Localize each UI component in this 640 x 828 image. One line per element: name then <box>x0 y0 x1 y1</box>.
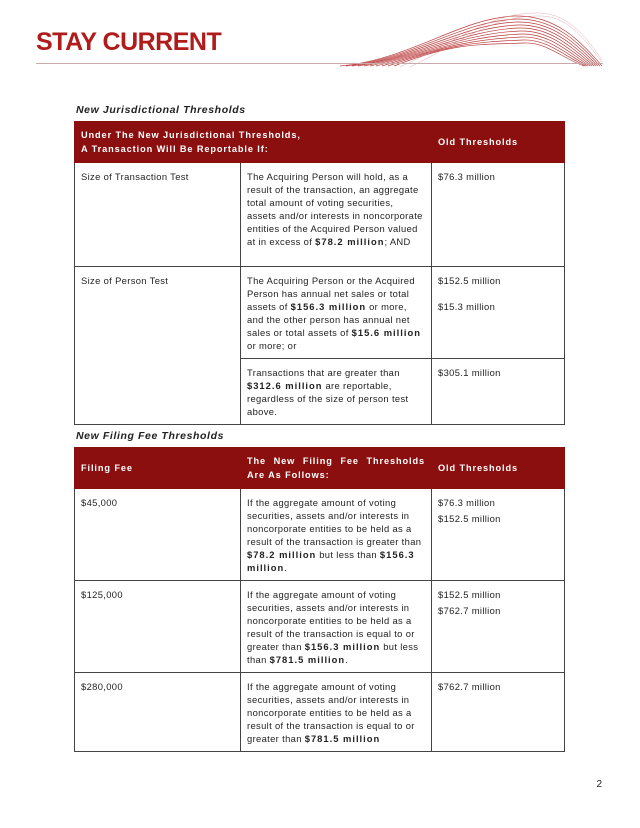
section-title-jurisdictional: New Jurisdictional Thresholds <box>76 104 246 116</box>
table-row <box>75 163 565 267</box>
test-name-cell: Size of Person Test <box>75 267 241 359</box>
description-text: If the aggregate amount of voting securities, assets and/or interests in noncorporate entities to be held as a result of the transaction is equal to or greater than <box>247 589 415 652</box>
description-cell <box>241 673 432 752</box>
description-cell <box>241 163 432 267</box>
header-cell-new-thresholds <box>75 122 432 163</box>
table-row <box>75 581 565 673</box>
table-row <box>75 359 565 425</box>
header-cell-old-thresholds: Old Thresholds <box>432 448 565 489</box>
threshold-amount: $156.3 million <box>290 301 367 312</box>
description-cell <box>241 489 432 581</box>
brand-title: STAY CURRENT <box>36 28 222 56</box>
threshold-amount: $781.5 million <box>269 654 346 665</box>
old-threshold-value: $152.5 million <box>438 275 501 286</box>
description-text: are reportable, regardless of the size of person test above. <box>247 380 409 417</box>
header-cell-filing-fee: Filing Fee <box>75 448 241 489</box>
description-text: If the aggregate amount of voting securities, assets and/or interests in noncorporate entities to be held as a result of the transaction is equal to or greater than <box>247 681 415 744</box>
old-threshold-cell <box>432 489 565 581</box>
old-threshold-value: $152.5 million <box>438 513 501 524</box>
description-text: or more, and the other person has annual net sales or total assets of <box>247 301 410 338</box>
header-text-line-1: The New Filing Fee Thresholds <box>247 456 425 466</box>
description-text: but less than <box>247 641 419 665</box>
description-cell <box>241 581 432 673</box>
old-threshold-value: $762.7 million <box>438 605 501 616</box>
header-cell-old-thresholds: Old Thresholds <box>432 122 565 163</box>
threshold-amount: $781.5 million <box>304 733 381 744</box>
threshold-amount: $156.3 million <box>304 641 381 652</box>
table-row <box>75 489 565 581</box>
old-threshold-cell: $305.1 million <box>432 359 565 425</box>
threshold-amount: $78.2 million <box>315 236 385 247</box>
description-text: If the aggregate amount of voting securities, assets and/or interests in noncorporate entities to be held as a result of the transaction is greater than <box>247 497 422 547</box>
page-number: 2 <box>596 779 602 790</box>
table-header-row <box>75 448 565 489</box>
old-threshold-value: $76.3 million <box>438 497 496 508</box>
jurisdictional-thresholds-table <box>74 121 565 425</box>
description-cell <box>241 267 432 359</box>
description-text: . <box>284 562 288 573</box>
fee-cell: $280,000 <box>75 673 241 752</box>
description-text: or more; or <box>247 340 297 351</box>
description-text: Transactions that are greater than <box>247 367 400 378</box>
empty-cell <box>75 359 241 425</box>
old-threshold-cell: $762.7 million <box>432 673 565 752</box>
threshold-amount: $156.3 million <box>247 549 415 573</box>
section-title-filing-fee: New Filing Fee Thresholds <box>76 430 225 442</box>
header-divider <box>36 63 603 64</box>
threshold-amount: $15.6 million <box>351 327 421 338</box>
header-cell-new-fee-thresholds <box>241 448 432 489</box>
table-row <box>75 267 565 359</box>
fee-cell: $125,000 <box>75 581 241 673</box>
description-text: but less than <box>316 549 377 560</box>
header-text-line-1: Under The New Jurisdictional Thresholds, <box>81 130 301 140</box>
description-text: . <box>345 654 349 665</box>
fee-cell: $45,000 <box>75 489 241 581</box>
old-threshold-value: $152.5 million <box>438 589 501 600</box>
old-threshold-cell: $76.3 million <box>432 163 565 267</box>
test-name-cell: Size of Transaction Test <box>75 163 241 267</box>
table-row <box>75 673 565 752</box>
threshold-amount: $312.6 million <box>247 380 323 391</box>
threshold-amount: $78.2 million <box>247 549 317 560</box>
description-text: The Acquiring Person will hold, as a result of the transaction, an aggregate total amount of voting securities, assets and/or interests in noncorporate entities of the Acquired Person valued at in excess of <box>247 171 423 247</box>
old-threshold-cell <box>432 581 565 673</box>
decorative-swoosh-graphic <box>340 10 602 68</box>
old-threshold-value: $15.3 million <box>438 301 496 312</box>
header-text-line-2: Are As Follows: <box>247 470 330 480</box>
old-threshold-cell <box>432 267 565 359</box>
table-header-row <box>75 122 565 163</box>
header-text-line-2: A Transaction Will Be Reportable If: <box>81 144 269 154</box>
description-text: The Acquiring Person or the Acquired Person has annual net sales or total assets of <box>247 275 415 312</box>
description-cell <box>241 359 432 425</box>
filing-fee-table <box>74 447 565 752</box>
description-text: ; AND <box>384 236 411 247</box>
